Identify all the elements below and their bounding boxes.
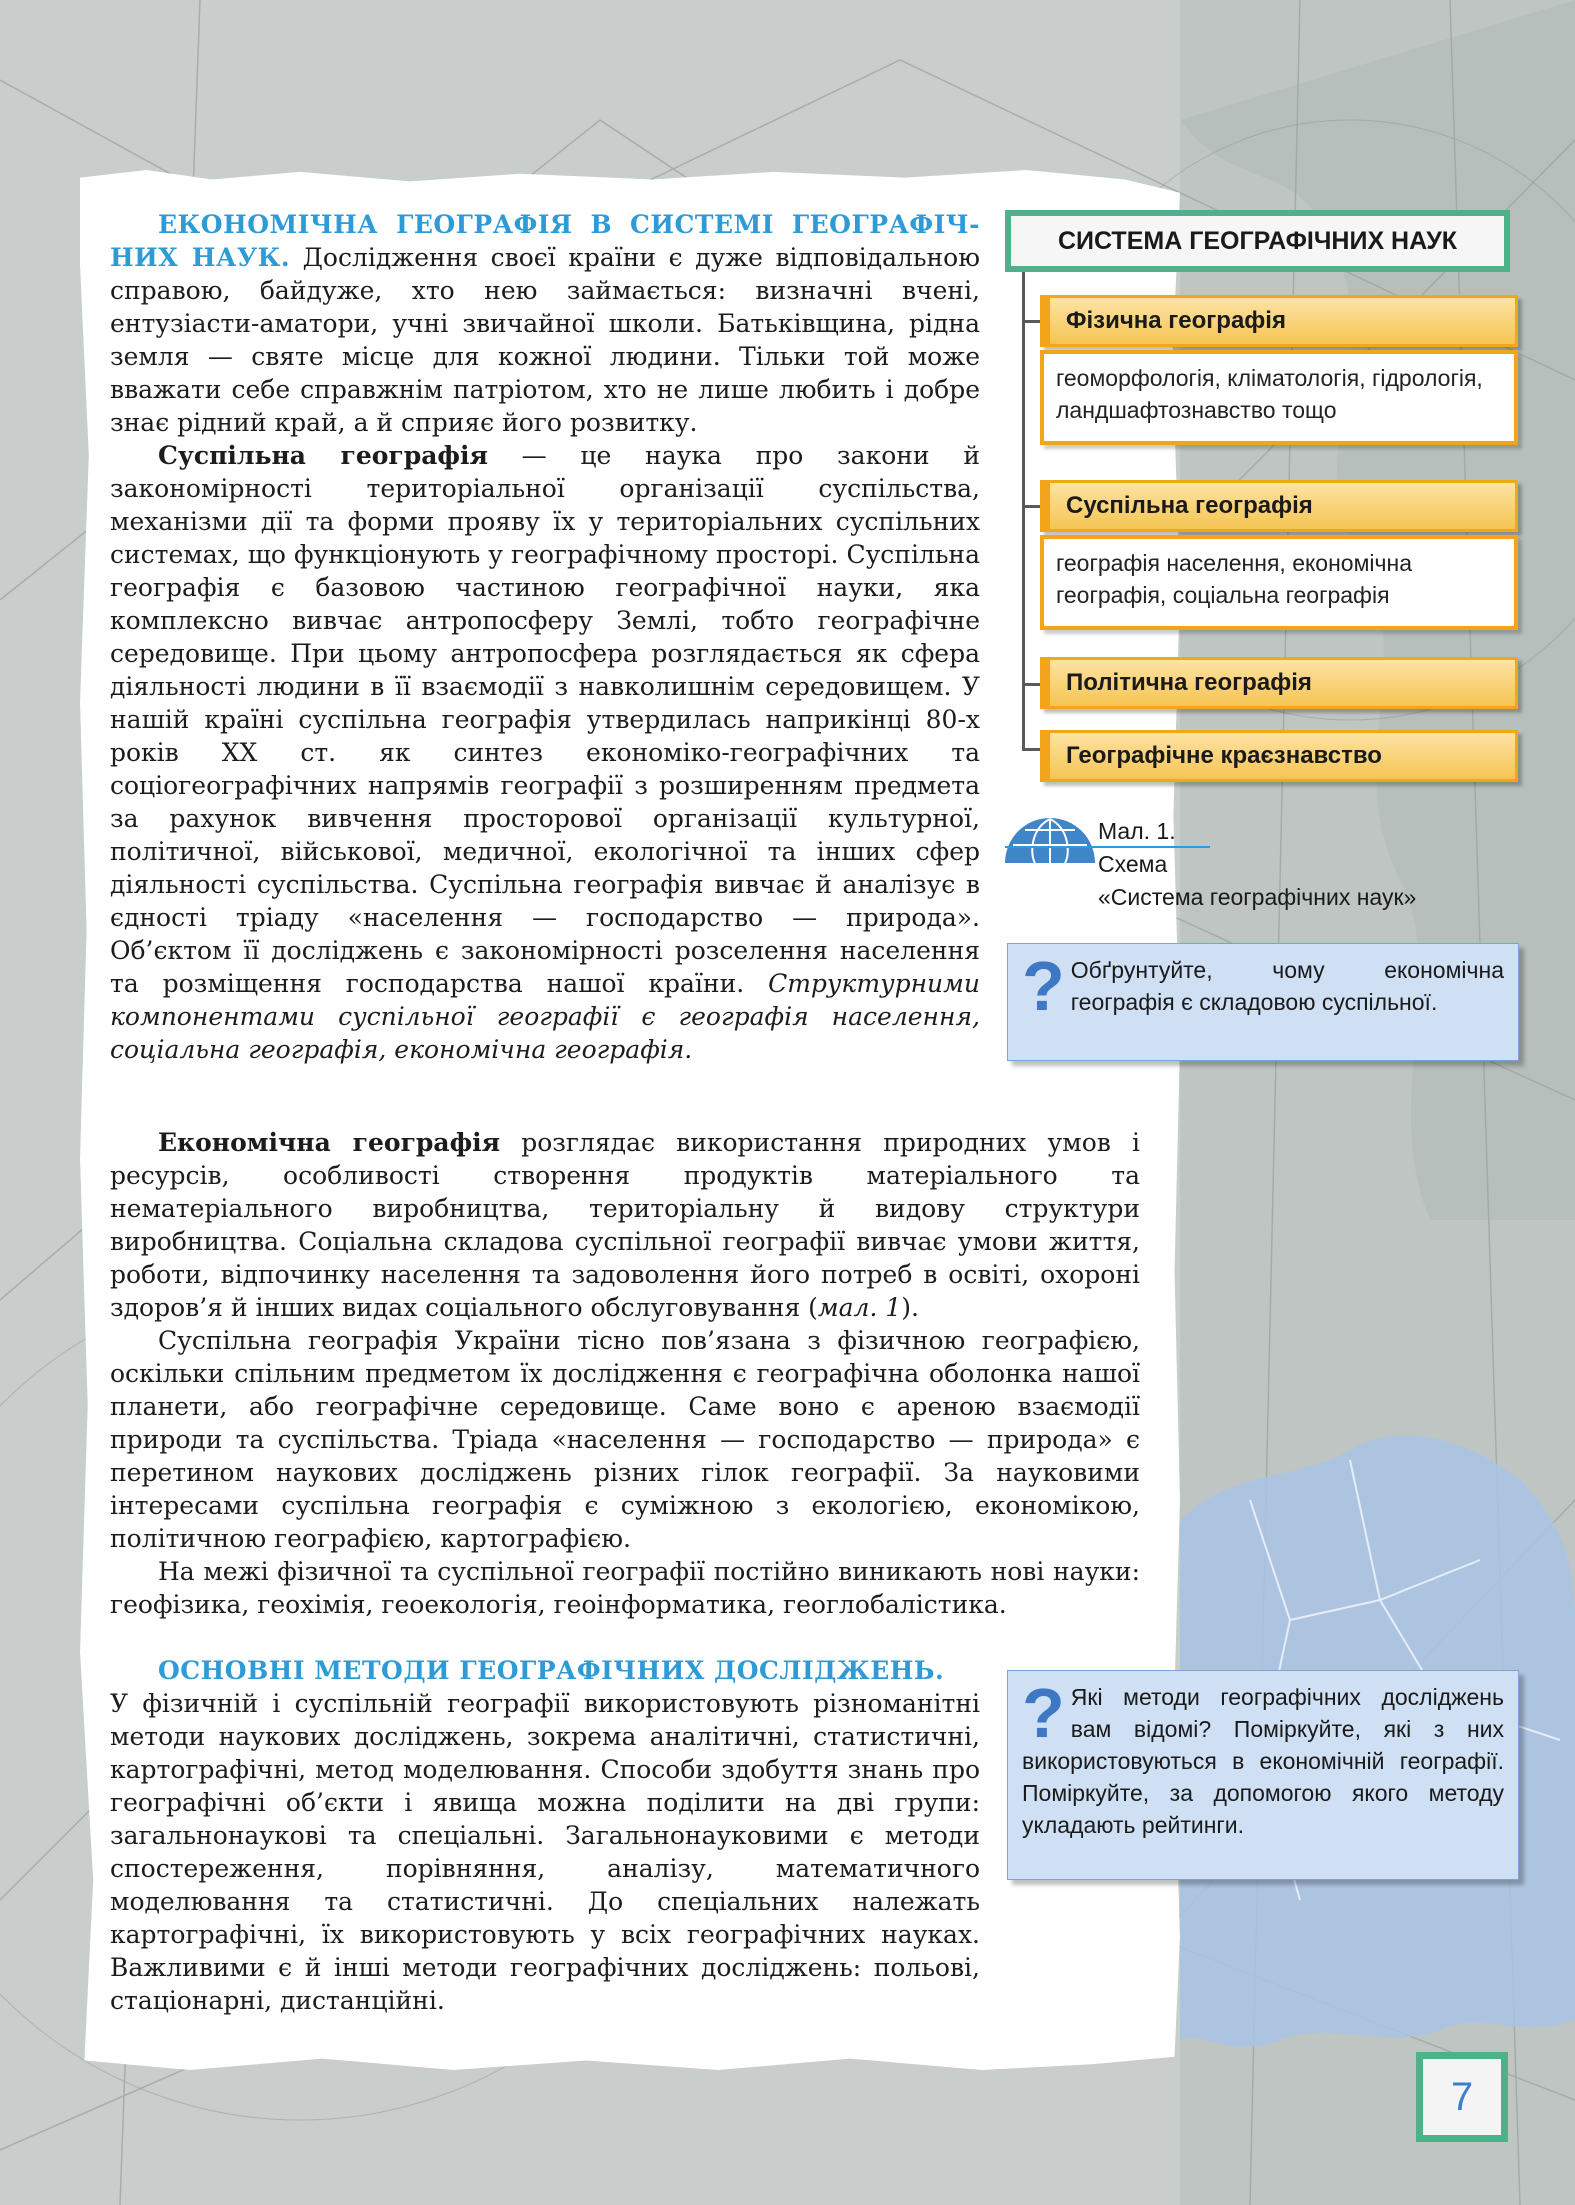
paragraph-ukraine-geography: Суспільна географія України тісно пов’язана з фізичною географією, оскільки спільним предметом їх дослідження є географічна оболонка нашої планети, або географічне середовище. Саме воно є ареною взаємодії природи та суспільства. Тріада «населення — господарство — природа» є перетином наукових досліджень різних гілок географії. За науковими інтересами суспільна географія є суміжною з екологією, економікою, політичною географією, картографією. <box>110 1326 1140 1553</box>
paragraph-social-geography <box>110 439 980 1066</box>
scheme-category-political: Політична географія <box>1040 657 1518 709</box>
term-economic-geography: Економічна географія <box>158 1128 501 1157</box>
text-column-full <box>110 1126 1140 1621</box>
scheme-title: СИСТЕМА ГЕОГРАФІЧНИХ НАУК <box>1005 210 1510 272</box>
page-number: 7 <box>1416 2052 1508 2142</box>
section-heading-economic-geography: ЕКОНОМІЧНА ГЕОГРАФІЯ В СИСТЕМІ ГЕОГРАФІЧ-НИХ НАУК. <box>110 210 980 272</box>
question-2-text: Які методи географічних досліджень вам відомі? Поміркуйте, які з них використовуються в економічній географії. Поміркуйте, за допомогою якого методу укладають рейтинги. <box>1022 1684 1504 1838</box>
question-1-text: Обґрунтуйте, чому економічна географія є складовою суспільної. <box>1070 957 1504 1015</box>
paragraph-economic-geography-end: ). <box>901 1293 919 1322</box>
paragraph-economic-geography-text: розглядає використання природних умов і ресурсів, особливості створення продуктів матеріального та нематеріального виробництва, територіальну й видову структури виробництва. Соціальна складова суспільної географії вивчає умови життя, роботи, відпочинку населення та задоволення його потреб в освіті, охороні здоров’я й інших видах соціального обслуговування ( <box>110 1128 1140 1322</box>
caption-number: Мал. 1. <box>1098 818 1176 844</box>
paragraph-new-sciences: На межі фізичної та суспільної географії постійно виникають нові науки: геофізика, геохімія, геоекологія, геоінформатика, геоглобалістика. <box>110 1557 1140 1619</box>
scheme-connector-tick <box>1022 320 1040 323</box>
scheme-category-physical: Фізична географія <box>1040 295 1518 347</box>
scheme-desc-social: географія населення, економічна географія, соціальна географія <box>1040 535 1518 630</box>
scheme-desc-physical: геоморфологія, кліматологія, гідрологія, ландшафтознавство тощо <box>1040 350 1518 445</box>
scheme-connector-tick <box>1022 748 1040 751</box>
scheme-category-local-studies: Географічне краєзнавство <box>1040 730 1518 782</box>
paragraph-structural-components: Структурними компонентами суспільної географії є географія населення, соціальна географія, економічна географія. <box>110 969 980 1064</box>
paragraph-methods-heading <box>110 1654 980 1687</box>
question-mark-icon: ? <box>1022 947 1065 1025</box>
term-social-geography: Суспільна географія <box>158 441 488 470</box>
caption-line-2: «Система географічних наук» <box>1098 884 1417 910</box>
scheme-connector-line <box>1022 272 1025 750</box>
text-column-methods <box>110 1654 980 2017</box>
globe-icon <box>1005 815 1095 863</box>
paragraph-social-geography-text: — це наука про закони й закономірності територіальної організації суспільства, механізми дії та форми прояву їх у територіальних суспільних системах, що функціонують у географічному просторі. Суспільна географія є базовою частиною географічної науки, яка комплексно вивчає антропосферу Землі, тобто географічне середовище. При цьому антропосфера розглядається як сфера діяльності людини в її взаємодії з навколишнім середовищем. У нашій країні суспільна географія утвердилась наприкінці 80-х років XX ст. як синтез економіко-географічних та соціогеографічних напрямів географії з розширенням предмета за рахунок вивчення просторової організації культурної, політичної, військової, медичної, екологічної та інших сфер діяльності суспільства. Суспільна географія вивчає й аналізує в єдності тріаду «населення — господарство — природа». Об’єктом її досліджень є закономірності розселення населення та розміщення господарства нашої країни. <box>110 441 980 998</box>
text-column-top <box>110 208 980 1066</box>
paragraph-economic-geography <box>110 1126 1140 1324</box>
question-box-1 <box>1007 943 1519 1061</box>
scheme-category-social: Суспільна географія <box>1040 480 1518 532</box>
paragraph-intro-text: Дослідження своєї країни є дуже відповідальною справою, байдуже, хто нею займається: визначні вчені, ентузіасти-аматори, учні звичайної школи. Батьківщина, рідна земля — святе місце для кожної людини. Тільки той може вважати себе справжнім патріотом, хто не лише любить і добре знає рідний край, а й сприяє його розвитку. <box>110 243 980 437</box>
question-box-2 <box>1007 1670 1519 1880</box>
question-mark-icon: ? <box>1022 1674 1065 1752</box>
figure-reference[interactable]: мал. 1 <box>817 1293 902 1322</box>
paragraph-intro <box>110 208 980 439</box>
caption-line-1: Схема <box>1098 851 1168 877</box>
scheme-connector-tick <box>1022 505 1040 508</box>
section-heading-methods: ОСНОВНІ МЕТОДИ ГЕОГРАФІЧНИХ ДОСЛІДЖЕНЬ. <box>158 1656 945 1685</box>
scheme-connector-tick <box>1022 683 1040 686</box>
paragraph-methods: У фізичній і суспільній географії використовують різноманітні методи наукових досліджень, зокрема аналітичні, статистичні, картографічні, метод моделювання. Способи здобуття знань про географічні об’єкти і явища можна поділити на дві групи: загальнонаукові та спеціальні. Загальнонауковими є методи спостереження, порівняння, аналізу, математичного моделювання та статистичні. До спеціальних належать картографічні, їх використовують у всіх географічних науках. Важливими є й інші методи географічних досліджень: польові, стаціонарні, дистанційні. <box>110 1689 980 2015</box>
